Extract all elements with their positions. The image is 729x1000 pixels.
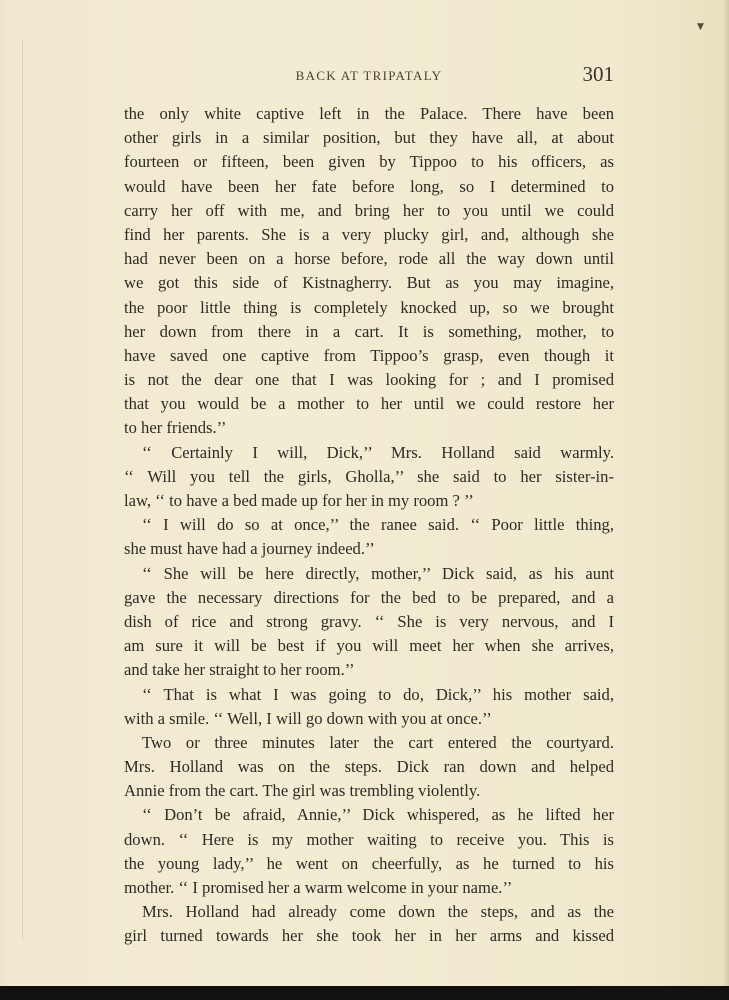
page-edge (723, 0, 729, 986)
text-line: her down from there in a cart. It is something, mother, to (124, 321, 614, 341)
text-line: am sure it will be best if you will meet her when she arrives, (124, 636, 614, 656)
text-line: dish of rice and strong gravy. ‘‘ She is very nervous, and I (124, 611, 614, 631)
text-line: find her parents. She is a very plucky girl, and, although she (124, 224, 614, 244)
running-head (124, 62, 614, 92)
text-line: ‘‘ She will be here directly, mother,’’ Dick said, as his aunt (142, 563, 614, 583)
text-line: the young lady,’’ he went on cheerfully, as he turned to his (124, 853, 614, 873)
text-line: ‘‘ I will do so at once,’’ the ranee said. ‘‘ Poor little thing, (142, 515, 614, 535)
text-line: mother. ‘‘ I promised her a warm welcome in your name.’’ (124, 878, 513, 897)
text-line: fourteen or fifteen, been given by Tippoo to his officers, as (124, 152, 614, 172)
text-line: gave the necessary directions for the bed to be prepared, and a (124, 587, 614, 607)
text-line: carry her off with me, and bring her to you until we could (124, 200, 614, 220)
text-line: ‘‘ That is what I was going to do, Dick,’’ his mother said, (142, 684, 614, 704)
text-line: would have been her fate before long, so I determined to (124, 176, 614, 196)
corner-mark: ▼ (697, 22, 704, 32)
page-number: 301 (582, 62, 614, 86)
text-line: with a smile. ‘‘ Well, I will go down with you at once.’’ (124, 708, 492, 728)
text-line: that you would be a mother to her until we could restore her (124, 394, 614, 414)
text-line: we got this side of Kistnagherry. But as you may imagine, (124, 273, 614, 293)
text-line: girl turned towards her she took her in her arms and kissed (124, 926, 614, 946)
text-line: to her friends.’’ (124, 418, 227, 438)
text-line: is not the dear one that I was looking for ; and I promised (124, 370, 614, 390)
text-line: down. ‘‘ Here is my mother waiting to receive you. This is (124, 829, 614, 849)
running-title: BACK AT TRIPATALY (295, 68, 443, 83)
text-line: she must have had a journey indeed.’’ (124, 539, 375, 559)
gutter-shadow (22, 40, 23, 940)
text-line: have saved one captive from Tippoo’s grasp, even though it (124, 345, 614, 365)
text-line: and take her straight to her room.’’ (124, 660, 355, 680)
text-line: the only white captive left in the Palace. There have been (124, 104, 614, 123)
body-text (124, 102, 614, 949)
text-line: ‘‘ Don’t be afraid, Annie,’’ Dick whispered, as he lifted her (142, 805, 614, 825)
text-line: Mrs. Holland was on the steps. Dick ran down and helped (124, 757, 614, 777)
text-line: ‘‘ Will you tell the girls, Gholla,’’ she said to her sister-in- (124, 466, 614, 486)
text-line: the poor little thing is completely knocked up, so we brought (124, 297, 614, 317)
text-line: Annie from the cart. The girl was trembling violently. (124, 781, 481, 801)
text-line: law, ‘‘ to have a bed made up for her in my room ? ’’ (124, 491, 474, 510)
text-line: had never been on a horse before, rode all the way down until (124, 249, 614, 269)
text-line: Two or three minutes later the cart entered the courtyard. (142, 732, 614, 752)
scan-bottom-edge (0, 986, 729, 1000)
text-line: ‘‘ Certainly I will, Dick,’’ Mrs. Holland said warmly. (142, 442, 614, 462)
text-line: other girls in a similar position, but they have all, at about (124, 128, 614, 148)
text-line: Mrs. Holland had already come down the steps, and as the (142, 902, 614, 922)
